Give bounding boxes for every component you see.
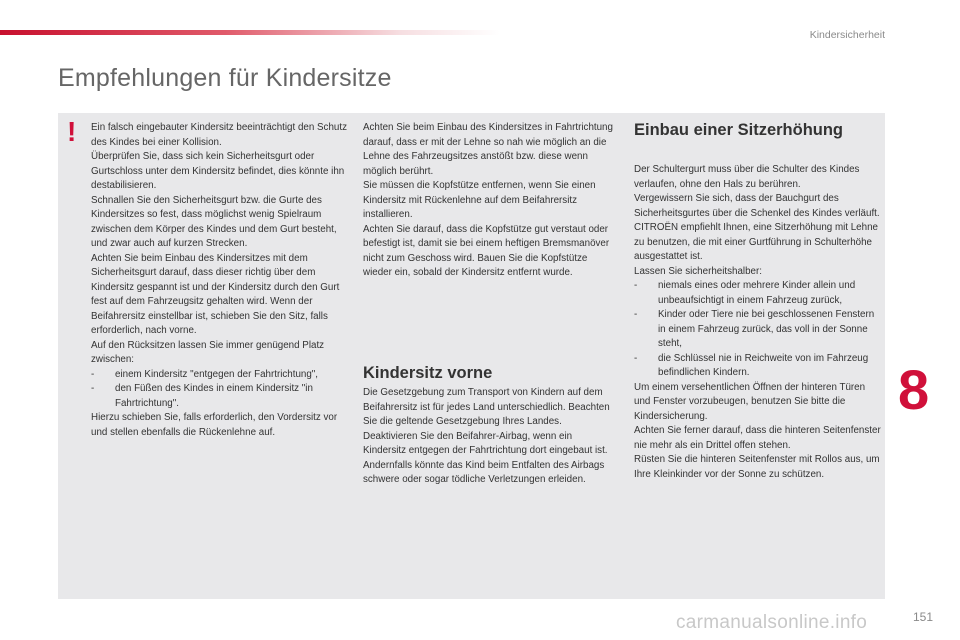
warning-paragraph: Überprüfen Sie, dass sich kein Sicherheitsgurt oder Gurtschloss unter dem Kindersitz befindet, dies könnte ihn destabilisieren.	[91, 151, 345, 191]
body-paragraph: Achten Sie darauf, dass die Kopfstütze gut verstaut oder befestigt ist, damit sie bei einem heftigen Bremsmanöver nicht zum Geschoss wird. Bauen Sie die Kopfstütze wieder ein, sobald der Kindersitz entfernt wurde.	[363, 223, 610, 278]
page-number: 151	[913, 610, 934, 624]
warning-text	[91, 121, 353, 440]
bullet-text: Kinder oder Tiere nie bei geschlossenen Fenstern in einem Fahrzeug zurück, das voll in der Sonne steht,	[658, 309, 875, 349]
bullet-text: die Schlüssel nie in Reichweite von im Fahrzeug befindlichen Kindern.	[658, 352, 869, 378]
watermark: carmanualsonline.info	[676, 612, 868, 633]
body-paragraph: Sie müssen die Kopfstütze entfernen, wenn Sie einen Kindersitz mit Rückenlehne auf dem Beifahrersitz installieren.	[363, 180, 596, 220]
list-item	[634, 352, 882, 381]
bullet-dash: -	[91, 383, 95, 394]
bullet-text: niemals eines oder mehrere Kinder allein und unbeaufsichtigt in einem Fahrzeug zurück,	[658, 280, 856, 306]
body-paragraph: Lassen Sie sicherheitshalber:	[634, 265, 762, 277]
heading-sitzerhoehung: Einbau einer Sitzerhöhung	[634, 121, 844, 139]
bullet-dash: -	[634, 280, 638, 291]
heading-kindersitz-vorne: Kindersitz vorne	[363, 364, 493, 382]
body-paragraph: Die Gesetzgebung zum Transport von Kindern auf dem Beifahrersitz ist für jedes Land unterschiedlich. Beachten Sie die geltende Gesetzgebung Ihres Landes.	[363, 387, 610, 427]
body-paragraph: Vergewissern Sie sich, dass der Bauchgurt des Sicherheitsgurtes über die Schenkel des Kindes verläuft.	[634, 193, 880, 219]
bullet-text: den Füßen des Kindes in einem Kindersitz "in Fahrtrichtung".	[115, 383, 313, 409]
body-paragraph: Achten Sie ferner darauf, dass die hinteren Seitenfenster nie mehr als ein Drittel offen stehen.	[634, 425, 881, 451]
bullet-text: einem Kindersitz "entgegen der Fahrtrichtung",	[115, 368, 319, 380]
body-paragraph: Andernfalls könnte das Kind beim Entfalten des Airbags schwere oder sogar tödliche Verletzungen erleiden.	[363, 459, 605, 485]
sitzerhoehung-text	[634, 163, 882, 482]
list-item	[634, 308, 882, 352]
header-accent-bar	[0, 30, 500, 35]
list-item	[91, 382, 353, 411]
body-paragraph: Achten Sie beim Einbau des Kindersitzes in Fahrtrichtung darauf, dass er mit der Lehne so nah wie möglich an die Lehne des Fahrzeugsitzes anstößt bzw. diese wenn möglich berührt.	[363, 122, 613, 177]
warning-paragraph: Achten Sie beim Einbau des Kindersitzes mit dem Sicherheitsgurt darauf, dass dieser richtig über dem Kindersitz gespannt ist und der Kindersitz durch den Gurt fest auf dem Fahrzeugsitz gehalten wird. Wenn der Beifahrersitz einstellbar ist, schieben Sie den Sitz, falls erforderlich, nach vorne.	[91, 252, 340, 336]
body-paragraph: Der Schultergurt muss über die Schulter des Kindes verlaufen, ohne den Hals zu berühren.	[634, 164, 860, 190]
body-paragraph: Um einem versehentlichen Öffnen der hinteren Türen und Fenster vorzubeugen, benutzen Sie bitte die Kindersicherung.	[634, 381, 866, 422]
bullet-dash: -	[634, 309, 638, 320]
warning-paragraph: Auf den Rücksitzen lassen Sie immer genügend Platz zwischen:	[91, 339, 325, 365]
list-item	[634, 279, 882, 308]
warning-paragraph: Schnallen Sie den Sicherheitsgurt bzw. die Gurte des Kindersitzes so fest, dass möglichst wenig Spielraum zwischen dem Körper des Kindes und dem Gurt besteht, und zwar auch auf kurzen Strecken.	[91, 194, 337, 249]
chapter-number: 8	[898, 358, 930, 421]
list-item	[91, 368, 353, 383]
warning-paragraph: Ein falsch eingebauter Kindersitz beeinträchtigt den Schutz des Kindes bei einer Kollision.	[91, 122, 347, 148]
bullet-dash: -	[91, 368, 95, 380]
kindersitz-vorne-text	[363, 386, 615, 488]
bullet-dash: -	[634, 352, 638, 364]
section-header: Kindersicherheit	[809, 29, 885, 41]
headrest-text	[363, 121, 615, 281]
exclamation-icon: !	[67, 116, 77, 147]
body-paragraph: Deaktivieren Sie den Beifahrer-Airbag, wenn ein Kindersitz entgegen der Fahrtrichtung dort eingebaut ist.	[363, 430, 608, 456]
warning-paragraph: Hierzu schieben Sie, falls erforderlich, den Vordersitz vor und stellen ebenfalls die Rückenlehne auf.	[91, 412, 338, 438]
page-title: Empfehlungen für Kindersitze	[58, 64, 392, 92]
body-paragraph: Rüsten Sie die hinteren Seitenfenster mit Rollos aus, um Ihre Kleinkinder vor der Sonne zu schützen.	[634, 454, 880, 480]
body-paragraph: CITROËN empfiehlt Ihnen, eine Sitzerhöhung mit Lehne zu benutzen, die mit einer Gurtführung in Schulterhöhe ausgestattet ist.	[634, 222, 878, 262]
